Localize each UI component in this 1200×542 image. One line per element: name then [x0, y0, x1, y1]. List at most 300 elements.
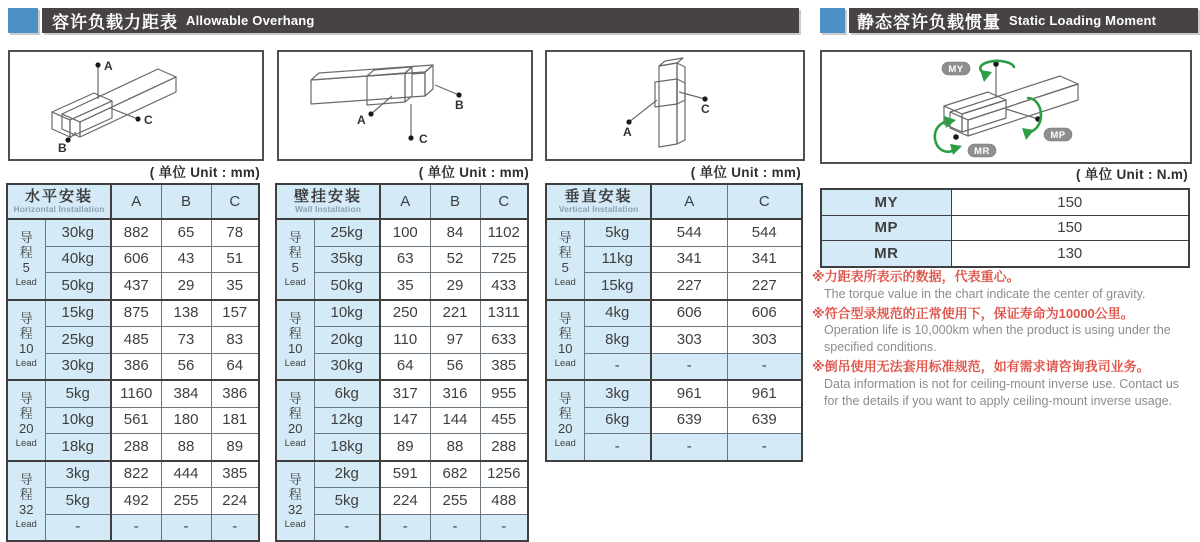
- header-row: [276, 184, 528, 219]
- lead-group-20: [276, 380, 314, 461]
- load-cell: 35kg: [314, 246, 380, 273]
- value-cell: 56: [161, 353, 211, 380]
- lead-cn-char: 程: [558, 245, 572, 261]
- table-row: [546, 380, 802, 407]
- value-cell: 35: [380, 273, 430, 300]
- point-a-dot: [368, 111, 373, 116]
- table-row: [276, 219, 528, 246]
- lead-number: 32: [288, 501, 303, 517]
- lead-group-text: [277, 220, 314, 299]
- value-cell: 639: [651, 407, 727, 434]
- load-cell: 25kg: [45, 327, 111, 354]
- load-cell: 10kg: [314, 300, 380, 327]
- note-1-en: The torque value in the chart indicate the center of gravity.: [824, 286, 1146, 301]
- value-cell: 386: [211, 380, 259, 407]
- load-cell: 6kg: [584, 407, 651, 434]
- wall-install-drawing: [279, 52, 527, 155]
- lead-group-20: [546, 380, 584, 461]
- installation-header-cn: 水平安装: [24, 187, 93, 205]
- value-cell: 288: [480, 434, 528, 461]
- lead-en: Lead: [15, 277, 37, 289]
- load-cell: 4kg: [584, 300, 651, 327]
- value-cell: 561: [111, 407, 161, 434]
- load-cell: 3kg: [45, 461, 111, 488]
- value-cell: 255: [161, 488, 211, 515]
- value-cell: -: [161, 514, 211, 541]
- point-c-dot: [135, 116, 140, 121]
- value-cell: 485: [111, 327, 161, 354]
- table-row: [276, 327, 528, 354]
- lead-group-5: [7, 219, 45, 300]
- table-row: [7, 353, 259, 380]
- value-cell: 1311: [480, 300, 528, 327]
- overhang-table-horizontal: [6, 183, 260, 542]
- load-cell: 6kg: [314, 380, 380, 407]
- unit-label-mm-2: ( 单位 Unit : mm): [418, 165, 529, 180]
- table-row: [546, 407, 802, 434]
- point-b-dot: [456, 92, 461, 97]
- unit-label-mm-1: ( 单位 Unit : mm): [149, 165, 260, 180]
- note-1-cn: ※力距表所表示的数据，代表重心。: [812, 269, 1020, 284]
- load-cell: -: [314, 514, 380, 541]
- value-cell: 384: [161, 380, 211, 407]
- point-b-label: B: [58, 141, 67, 155]
- note-2-cn: ※符合型录规范的正常使用下，保证寿命为10000公里。: [812, 305, 1134, 321]
- lead-en: Lead: [554, 438, 576, 450]
- table-row: [7, 246, 259, 273]
- value-cell: 882: [111, 219, 161, 246]
- table-row: [276, 300, 528, 327]
- moment-label-my: MY: [821, 189, 951, 215]
- mr-label: MR: [974, 146, 990, 157]
- wall-install-diagram: [277, 50, 533, 161]
- right-section-title-cn: 静态容许负载惯量: [857, 13, 1001, 32]
- column-header-c: C: [480, 184, 528, 219]
- value-cell: 1102: [480, 219, 528, 246]
- value-cell: 250: [380, 300, 430, 327]
- value-cell: 455: [480, 407, 528, 434]
- static-loading-moment-table: [820, 188, 1190, 268]
- value-cell: 316: [430, 380, 480, 407]
- lead-group-text: [8, 220, 45, 299]
- left-section-header: [42, 8, 799, 33]
- lead-cn-char: 程: [288, 406, 302, 422]
- value-cell: 875: [111, 300, 161, 327]
- value-cell: 433: [480, 273, 528, 300]
- value-cell: 606: [651, 300, 727, 327]
- table-row: [546, 273, 802, 300]
- value-cell: 221: [430, 300, 480, 327]
- table-row: [7, 219, 259, 246]
- load-cell: 5kg: [314, 488, 380, 515]
- lead-cn-char: 导: [288, 471, 302, 487]
- lead-number: 5: [291, 260, 299, 276]
- value-cell: 955: [480, 380, 528, 407]
- moment-label-mr: MR: [821, 241, 951, 267]
- lead-group-5: [276, 219, 314, 300]
- column-header-b: B: [430, 184, 480, 219]
- lead-group-10: [546, 300, 584, 381]
- value-cell: 84: [430, 219, 480, 246]
- point-a-label: A: [357, 113, 366, 127]
- table-row: [276, 434, 528, 461]
- vertical-install-diagram: [545, 50, 805, 161]
- lead-cn-char: 程: [558, 406, 572, 422]
- value-cell: 386: [111, 353, 161, 380]
- value-cell: 88: [430, 434, 480, 461]
- value-cell: 65: [161, 219, 211, 246]
- value-cell: 961: [651, 380, 727, 407]
- load-cell: 8kg: [584, 327, 651, 354]
- lead-group-text: [547, 381, 584, 460]
- lead-number: 20: [558, 421, 573, 437]
- value-cell: 83: [211, 327, 259, 354]
- value-cell: 144: [430, 407, 480, 434]
- lead-cn-char: 导: [558, 230, 572, 246]
- overhang-table-wall: [275, 183, 529, 542]
- installation-header-cn: 壁挂安装: [293, 187, 362, 205]
- installation-header-en: Wall Installation: [294, 204, 362, 215]
- lead-group-10: [7, 300, 45, 381]
- value-cell: 64: [211, 353, 259, 380]
- header-row: [546, 184, 802, 219]
- table-row: [821, 215, 1189, 241]
- value-cell: 52: [430, 246, 480, 273]
- load-cell: 30kg: [45, 353, 111, 380]
- table-row: [7, 300, 259, 327]
- value-cell: 606: [727, 300, 802, 327]
- load-cell: 15kg: [45, 300, 111, 327]
- lead-number: 5: [22, 260, 30, 276]
- lead-number: 20: [288, 421, 303, 437]
- table-row: [276, 273, 528, 300]
- value-cell: 488: [480, 488, 528, 515]
- value-cell: 29: [161, 273, 211, 300]
- load-cell: 3kg: [584, 380, 651, 407]
- table-row: [7, 514, 259, 541]
- table-row: [7, 273, 259, 300]
- my-label: MY: [948, 64, 964, 75]
- value-cell: 43: [161, 246, 211, 273]
- value-cell: 385: [211, 461, 259, 488]
- value-cell: 78: [211, 219, 259, 246]
- value-cell: 1160: [111, 380, 161, 407]
- left-header-accent: [8, 8, 38, 33]
- lead-group-20: [7, 380, 45, 461]
- lead-en: Lead: [15, 518, 37, 530]
- table-row: [7, 407, 259, 434]
- column-header-c: C: [727, 184, 802, 219]
- lead-cn-char: 导: [19, 391, 33, 407]
- table-row: [7, 434, 259, 461]
- table-row: [276, 514, 528, 541]
- lead-group-10: [276, 300, 314, 381]
- load-cell: 18kg: [45, 434, 111, 461]
- table-row: [546, 327, 802, 354]
- note-3-en: Data information is not for ceiling-mount inverse use. Contact us for the details if you want to apply ceiling-mount inverse usage.: [824, 376, 1180, 408]
- lead-cn-char: 程: [558, 325, 572, 341]
- point-a-dot: [626, 119, 631, 124]
- lead-cn-char: 程: [19, 245, 33, 261]
- point-c-label: C: [419, 132, 428, 146]
- value-cell: 341: [727, 246, 802, 273]
- static-moment-diagram: [820, 50, 1192, 164]
- value-cell: 341: [651, 246, 727, 273]
- load-cell: 40kg: [45, 246, 111, 273]
- table-row: [546, 246, 802, 273]
- unit-label-nm: ( 单位 Unit : N.m): [1075, 167, 1188, 182]
- lead-cn-char: 导: [558, 391, 572, 407]
- installation-header: [276, 184, 380, 219]
- value-cell: 180: [161, 407, 211, 434]
- vertical-install-drawing: [547, 52, 799, 155]
- point-a-label: A: [623, 125, 632, 139]
- value-cell: -: [651, 434, 727, 461]
- lead-number: 10: [19, 340, 34, 356]
- load-cell: 5kg: [45, 380, 111, 407]
- value-cell: 544: [651, 219, 727, 246]
- moment-label-mp: MP: [821, 215, 951, 241]
- load-cell: 18kg: [314, 434, 380, 461]
- load-cell: -: [584, 353, 651, 380]
- value-cell: -: [651, 353, 727, 380]
- lead-group-32: [7, 461, 45, 542]
- lead-number: 5: [561, 260, 569, 276]
- lead-cn-char: 程: [19, 406, 33, 422]
- value-cell: -: [480, 514, 528, 541]
- value-cell: -: [727, 353, 802, 380]
- value-cell: 89: [380, 434, 430, 461]
- column-header-a: A: [380, 184, 430, 219]
- lead-group-text: [277, 381, 314, 460]
- table-row: [276, 246, 528, 273]
- lead-cn-char: 程: [288, 486, 302, 502]
- lead-en: Lead: [284, 277, 306, 289]
- lead-en: Lead: [554, 357, 576, 369]
- installation-header-en: Horizontal Installation: [13, 204, 105, 215]
- value-cell: -: [380, 514, 430, 541]
- value-cell: 303: [651, 327, 727, 354]
- lead-cn-char: 程: [19, 486, 33, 502]
- value-cell: 110: [380, 327, 430, 354]
- lead-cn-char: 导: [288, 310, 302, 326]
- value-cell: 157: [211, 300, 259, 327]
- lead-en: Lead: [284, 518, 306, 530]
- lead-en: Lead: [554, 277, 576, 289]
- left-section-title-en: Allowable Overhang: [186, 13, 315, 28]
- value-cell: 544: [727, 219, 802, 246]
- lead-en: Lead: [284, 438, 306, 450]
- table-row: [7, 488, 259, 515]
- point-b-label: B: [455, 98, 464, 112]
- value-cell: 492: [111, 488, 161, 515]
- moment-value-mr: 130: [951, 241, 1189, 267]
- left-section-title-cn: 容许负载力距表: [52, 13, 178, 32]
- lead-en: Lead: [15, 357, 37, 369]
- value-cell: 961: [727, 380, 802, 407]
- column-header-a: A: [111, 184, 161, 219]
- value-cell: 63: [380, 246, 430, 273]
- lead-group-text: [277, 462, 314, 541]
- value-cell: 138: [161, 300, 211, 327]
- lead-cn-char: 程: [19, 325, 33, 341]
- table-row: [821, 241, 1189, 267]
- value-cell: 437: [111, 273, 161, 300]
- load-cell: 15kg: [584, 273, 651, 300]
- value-cell: -: [727, 434, 802, 461]
- mp-label: MP: [1050, 130, 1066, 141]
- horizontal-table-host: [6, 183, 260, 542]
- right-section-title-en: Static Loading Moment: [1009, 13, 1157, 28]
- table-row: [821, 189, 1189, 215]
- moment-value-my: 150: [951, 189, 1189, 215]
- value-cell: 97: [430, 327, 480, 354]
- table-row: [7, 380, 259, 407]
- column-header-c: C: [211, 184, 259, 219]
- note-3-cn: ※倒吊使用无法套用标准规范，如有需求请咨询我司业务。: [812, 359, 1150, 374]
- value-cell: 639: [727, 407, 802, 434]
- load-cell: -: [45, 514, 111, 541]
- value-cell: 303: [727, 327, 802, 354]
- lead-cn-char: 导: [19, 230, 33, 246]
- column-header-b: B: [161, 184, 211, 219]
- load-cell: 50kg: [314, 273, 380, 300]
- load-cell: 30kg: [45, 219, 111, 246]
- lead-cn-char: 导: [288, 391, 302, 407]
- value-cell: 100: [380, 219, 430, 246]
- installation-header: [546, 184, 651, 219]
- lead-group-5: [546, 219, 584, 300]
- lead-number: 32: [19, 501, 34, 517]
- value-cell: 73: [161, 327, 211, 354]
- load-cell: 30kg: [314, 353, 380, 380]
- value-cell: 29: [430, 273, 480, 300]
- value-cell: 181: [211, 407, 259, 434]
- note-2-en: Operation life is 10,000km when the product is using under the specified conditions.: [824, 323, 1171, 354]
- lead-group-text: [8, 301, 45, 380]
- value-cell: -: [111, 514, 161, 541]
- lead-number: 10: [288, 340, 303, 356]
- overhang-table-vertical: [545, 183, 803, 462]
- load-cell: 25kg: [314, 219, 380, 246]
- value-cell: 88: [161, 434, 211, 461]
- value-cell: 385: [480, 353, 528, 380]
- value-cell: 35: [211, 273, 259, 300]
- lead-cn-char: 导: [19, 471, 33, 487]
- table-row: [546, 300, 802, 327]
- column-header-a: A: [651, 184, 727, 219]
- value-cell: 317: [380, 380, 430, 407]
- lead-cn-char: 程: [288, 245, 302, 261]
- lead-cn-char: 导: [288, 230, 302, 246]
- value-cell: 227: [651, 273, 727, 300]
- horizontal-install-diagram: [8, 50, 264, 161]
- value-cell: 633: [480, 327, 528, 354]
- lead-cn-char: 导: [19, 310, 33, 326]
- lead-number: 10: [558, 340, 573, 356]
- table-row: [7, 327, 259, 354]
- load-cell: 50kg: [45, 273, 111, 300]
- right-header-accent: [820, 8, 845, 33]
- lead-en: Lead: [15, 438, 37, 450]
- notes: [812, 266, 1192, 410]
- value-cell: 606: [111, 246, 161, 273]
- point-c-label: C: [701, 102, 710, 116]
- load-cell: 11kg: [584, 246, 651, 273]
- value-cell: -: [430, 514, 480, 541]
- point-c-label: C: [144, 113, 153, 127]
- value-cell: 224: [211, 488, 259, 515]
- lead-number: 20: [19, 421, 34, 437]
- value-cell: -: [211, 514, 259, 541]
- value-cell: 147: [380, 407, 430, 434]
- value-cell: 56: [430, 353, 480, 380]
- value-cell: 444: [161, 461, 211, 488]
- value-cell: 64: [380, 353, 430, 380]
- table-row: [546, 219, 802, 246]
- table-row: [546, 353, 802, 380]
- table-row: [276, 488, 528, 515]
- point-a-dot: [95, 62, 100, 67]
- load-cell: 2kg: [314, 461, 380, 488]
- point-c-dot: [702, 96, 707, 101]
- table-row: [276, 461, 528, 488]
- table-row: [7, 461, 259, 488]
- static-moment-drawing: [822, 52, 1186, 158]
- lead-group-text: [8, 381, 45, 460]
- value-cell: 89: [211, 434, 259, 461]
- wall-table-host: [275, 183, 529, 542]
- lead-cn-char: 导: [558, 310, 572, 326]
- unit-label-mm-3: ( 单位 Unit : mm): [690, 165, 801, 180]
- installation-header-cn: 垂直安装: [564, 187, 633, 205]
- point-a-label: A: [104, 59, 113, 73]
- lead-en: Lead: [284, 357, 306, 369]
- value-cell: 288: [111, 434, 161, 461]
- moment-value-mp: 150: [951, 215, 1189, 241]
- load-cell: 5kg: [45, 488, 111, 515]
- lead-group-text: [277, 301, 314, 380]
- load-cell: 12kg: [314, 407, 380, 434]
- header-row: [7, 184, 259, 219]
- lead-group-text: [547, 220, 584, 299]
- right-section-header: [849, 8, 1198, 33]
- value-cell: 822: [111, 461, 161, 488]
- value-cell: 224: [380, 488, 430, 515]
- lead-group-32: [276, 461, 314, 542]
- load-cell: -: [584, 434, 651, 461]
- value-cell: 51: [211, 246, 259, 273]
- vertical-table-host: [545, 183, 803, 462]
- lead-cn-char: 程: [288, 325, 302, 341]
- value-cell: 227: [727, 273, 802, 300]
- table-row: [276, 353, 528, 380]
- horizontal-install-drawing: [10, 52, 258, 155]
- point-c-dot: [408, 135, 413, 140]
- value-cell: 591: [380, 461, 430, 488]
- load-cell: 20kg: [314, 327, 380, 354]
- table-row: [276, 407, 528, 434]
- installation-header: [7, 184, 111, 219]
- table-row: [546, 434, 802, 461]
- lead-group-text: [547, 301, 584, 380]
- value-cell: 725: [480, 246, 528, 273]
- value-cell: 682: [430, 461, 480, 488]
- value-cell: 1256: [480, 461, 528, 488]
- table-row: [276, 380, 528, 407]
- load-cell: 10kg: [45, 407, 111, 434]
- value-cell: 255: [430, 488, 480, 515]
